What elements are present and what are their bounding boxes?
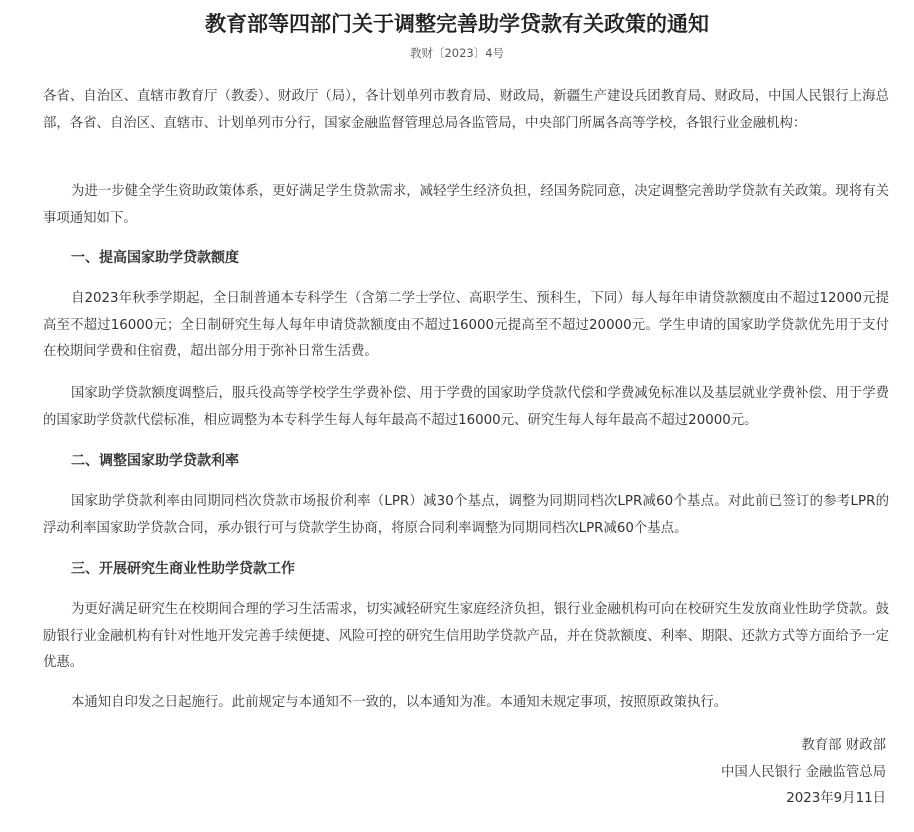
- addressees-paragraph: 各省、自治区、直辖市教育厅（教委）、财政厅（局），各计划单列市教育局、财政局，新疆生产建设兵团教育局、财政局，中国人民银行上海总部，各省、自治区、直辖市、计划单列市分行，国家金融监督管理总局各监管局，中央部门所属各高等学校，各银行业金融机构：: [43, 89, 889, 131]
- issue-date: 2023年9月11日: [786, 791, 886, 806]
- section-heading-3: 三、开展研究生商业性助学贷款工作: [71, 561, 295, 577]
- document-number: 教财〔2023〕4号: [409, 46, 505, 60]
- closing-paragraph: 本通知自印发之日起施行。此前规定与本通知不一致的，以本通知为准。本通知未规定事项，按照原政策执行。: [71, 695, 728, 710]
- section-1-paragraph-2: 国家助学贷款额度调整后，服兵役高等学校学生学费补偿、用于学费的国家助学贷款代偿和学费减免标准以及基层就业学费补偿、用于学费的国家助学贷款代偿标准，相应调整为本专科学生每人每年最高不超过16000元、研究生每人每年最高不超过20000元。: [43, 386, 889, 428]
- section-heading-2: 二、调整国家助学贷款利率: [71, 453, 239, 469]
- section-2-paragraph-1: 国家助学贷款利率由同期同档次贷款市场报价利率（LPR）减30个基点，调整为同期同档次LPR减60个基点。对此前已签订的参考LPR的浮动利率国家助学贷款合同，承办银行可与贷款学生协商，将原合同利率调整为同期同档次LPR减60个基点。: [43, 494, 889, 536]
- signatories-line-1: 教育部 财政部: [801, 738, 886, 753]
- section-heading-1: 一、提高国家助学贷款额度: [71, 250, 239, 266]
- section-1-paragraph-1: 自2023年秋季学期起，全日制普通本专科学生（含第二学士学位、高职学生、预科生，下同）每人每年申请贷款额度由不超过12000元提高至不超过16000元；全日制研究生每人每年申请贷款额度由不超过16000元提高至不超过20000元。学生申请的国家助学贷款优先用于支付在校期间学费和住宿费，超出部分用于弥补日常生活费。: [43, 291, 889, 359]
- section-3-paragraph-1: 为更好满足研究生在校期间合理的学习生活需求，切实减轻研究生家庭经济负担，银行业金融机构可向在校研究生发放商业性助学贷款。鼓励银行业金融机构有针对性地开发完善手续便捷、风险可控的研究生信用助学贷款产品，并在贷款额度、利率、期限、还款方式等方面给予一定优惠。: [43, 602, 889, 670]
- intro-paragraph: 为进一步健全学生资助政策体系，更好满足学生贷款需求，减轻学生经济负担，经国务院同意，决定调整完善助学贷款有关政策。现将有关事项通知如下。: [43, 184, 889, 226]
- signatories-line-2: 中国人民银行 金融监管总局: [721, 765, 886, 780]
- page-title: 教育部等四部门关于调整完善助学贷款有关政策的通知: [205, 11, 709, 36]
